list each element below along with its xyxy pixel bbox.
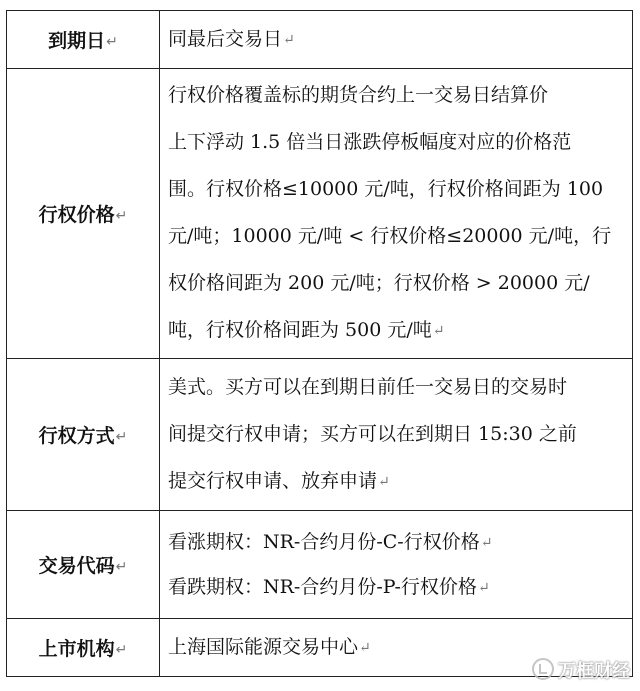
paragraph-mark-icon: ↵ <box>115 642 128 658</box>
value-line: 权价格间距为 200 元/吨；行权价格 > 20000 元/ <box>168 272 590 294</box>
value-line: 提交行权申请、放弃申请↵ <box>168 469 390 492</box>
label-text: 行权价格 <box>38 204 115 226</box>
label-text: 到期日 <box>48 30 106 52</box>
watermark-text: 万框财经 <box>558 661 630 682</box>
value-line: 看涨期权：NR-合约月份-C-行权价格↵ <box>168 530 493 553</box>
label-text: 交易代码 <box>38 555 115 577</box>
table-row-exercise-style <box>7 359 633 511</box>
row-label <box>7 11 160 69</box>
row-value <box>160 69 633 359</box>
value-line: 围。行权价格≤10000 元/吨，行权价格间距为 100 <box>168 178 604 200</box>
value-line: 吨，行权价格间距为 500 元/吨↵ <box>168 319 445 341</box>
value-line: 间提交行权申请；买方可以在到期日 15:30 之前 <box>168 422 577 445</box>
row-label <box>7 511 160 619</box>
paragraph-mark-icon: ↵ <box>432 323 445 339</box>
watermark <box>532 657 630 683</box>
paragraph-mark-icon: ↵ <box>115 208 128 224</box>
table-row-trading-code <box>7 511 633 619</box>
table-row-strike-price <box>7 69 633 359</box>
paragraph-mark-icon: ↵ <box>477 579 490 596</box>
paragraph-mark-icon: ↵ <box>283 32 295 48</box>
value-line: 看跌期权：NR-合约月份-P-行权价格↵ <box>168 575 490 598</box>
row-value <box>160 11 633 69</box>
value-line: 元/吨；10000 元/吨 < 行权价格≤20000 元/吨，行 <box>168 225 612 247</box>
value-line: 美式。买方可以在到期日前任一交易日的交易时 <box>168 375 568 398</box>
spec-table <box>6 10 633 677</box>
paragraph-mark-icon: ↵ <box>106 34 118 50</box>
row-label <box>7 359 160 511</box>
paragraph-mark-icon: ↵ <box>115 429 128 445</box>
paragraph-mark-icon: ↵ <box>115 559 128 575</box>
row-label <box>7 619 160 677</box>
row-label <box>7 69 160 359</box>
value-line: 行权价格覆盖标的期货合约上一交易日结算价 <box>168 84 549 106</box>
row-value <box>160 359 633 511</box>
row-value <box>160 511 633 619</box>
label-text: 上市机构 <box>38 638 115 660</box>
table-row-expiry <box>7 11 633 69</box>
value-line: 上海国际能源交易中心↵ <box>168 636 371 658</box>
paragraph-mark-icon: ↵ <box>480 534 493 551</box>
value-line: 上下浮动 1.5 倍当日涨跌停板幅度对应的价格范 <box>168 131 572 153</box>
label-text: 行权方式 <box>38 425 115 447</box>
paragraph-mark-icon: ↵ <box>378 473 390 490</box>
value-line: 同最后交易日↵ <box>168 28 295 50</box>
paragraph-mark-icon: ↵ <box>359 640 371 656</box>
watermark-logo-icon <box>532 658 554 680</box>
